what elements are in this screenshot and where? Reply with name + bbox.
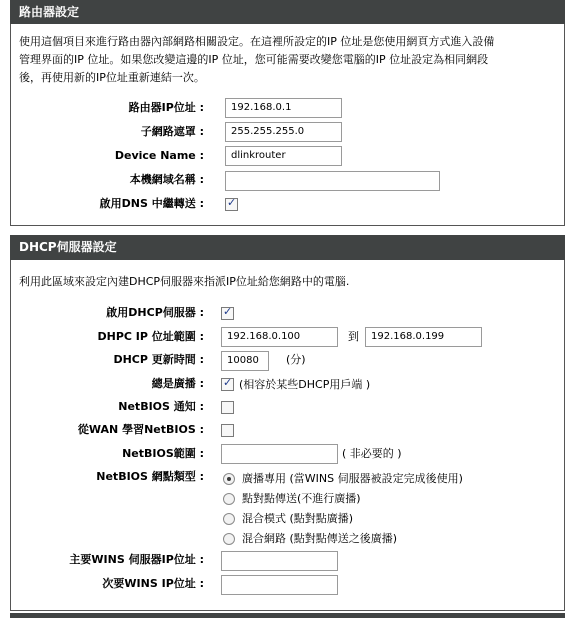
always-broadcast-note: (相容於某些DHCP用戶端 ): [239, 378, 371, 391]
router-ip-label: 路由器IP位址 :: [128, 101, 204, 114]
dns-relay-label: 啟用DNS 中繼轉送 :: [99, 197, 204, 210]
always-broadcast-label: 總是廣播 :: [151, 377, 204, 390]
router-settings-description: 使用這個項目來進行路由器內部網路相關設定。在這裡所設定的IP 位址是您使用網頁方式進入設備 管理界面的IP 位址。如果您改變這邊的IP 位址，您可能需要改變您電腦的IP 位址設定為相同網段 後，再使用新的IP位址重新連結一次。: [19, 35, 495, 84]
router-settings-header: [10, 0, 565, 24]
enable-dhcp-label: 啟用DHCP伺服器 :: [106, 306, 204, 319]
device-name-input[interactable]: dlinkrouter: [225, 146, 342, 166]
router-ip-input[interactable]: 192.168.0.1: [225, 98, 342, 118]
enable-dhcp-checkbox[interactable]: [221, 307, 234, 320]
netbios-announce-label: NetBIOS 通知 :: [118, 400, 204, 413]
node-type-radio-p2p[interactable]: [223, 493, 235, 505]
dhcp-settings-header: [10, 235, 565, 260]
secondary-wins-label: 次要WINS IP位址 :: [102, 577, 204, 590]
local-domain-input[interactable]: [225, 171, 440, 191]
lease-time-unit: (分): [286, 353, 306, 366]
secondary-wins-input[interactable]: [221, 575, 338, 595]
learn-netbios-wan-checkbox[interactable]: [221, 424, 234, 437]
dhcp-description: 利用此區域來設定內建DHCP伺服器來指派IP位址給您網路中的電腦.: [19, 275, 350, 288]
node-type-option-mixed: 混合模式 (點對點廣播): [242, 512, 354, 525]
always-broadcast-checkbox[interactable]: [221, 378, 234, 391]
dhcp-settings-title: DHCP伺服器設定: [19, 240, 117, 254]
lease-time-label: DHCP 更新時間 :: [113, 353, 204, 366]
learn-netbios-wan-label: 從WAN 學習NetBIOS :: [77, 423, 204, 436]
subnet-mask-label: 子網路遮罩 :: [140, 125, 204, 138]
dhcp-ip-range-to-label: 到: [348, 330, 359, 343]
node-type-option-p2p: 點對點傳送(不進行廣播): [242, 492, 361, 505]
dhcp-ip-range-label: DHPC IP 位址範圍 :: [97, 330, 204, 343]
device-name-label: Device Name :: [114, 149, 204, 162]
node-type-radio-broadcast[interactable]: [223, 473, 235, 485]
primary-wins-label: 主要WINS 伺服器IP位址 :: [69, 553, 204, 566]
node-type-option-hybrid: 混合網路 (點對點傳送之後廣播): [242, 532, 398, 545]
primary-wins-input[interactable]: [221, 551, 338, 571]
next-section-header: [10, 613, 565, 618]
dhcp-ip-range-end-input[interactable]: 192.168.0.199: [365, 327, 482, 347]
netbios-scope-label: NetBIOS範圍 :: [122, 447, 204, 460]
node-type-radio-mixed[interactable]: [223, 513, 235, 525]
subnet-mask-input[interactable]: 255.255.255.0: [225, 122, 342, 142]
netbios-scope-note: ( 非必要的 ): [342, 447, 402, 460]
node-type-radio-hybrid[interactable]: [223, 533, 235, 545]
netbios-scope-input[interactable]: [221, 444, 338, 464]
dhcp-ip-range-start-input[interactable]: 192.168.0.100: [221, 327, 338, 347]
lease-time-input[interactable]: 10080: [221, 351, 269, 371]
local-domain-label: 本機網域名稱 :: [129, 173, 204, 186]
netbios-announce-checkbox[interactable]: [221, 401, 234, 414]
netbios-node-type-label: NetBIOS 網點類型 :: [96, 470, 204, 483]
router-settings-title: 路由器設定: [19, 5, 80, 19]
dns-relay-checkbox[interactable]: [225, 198, 238, 211]
node-type-option-broadcast: 廣播專用 (當WINS 伺服器被設定完成後使用): [242, 472, 463, 485]
